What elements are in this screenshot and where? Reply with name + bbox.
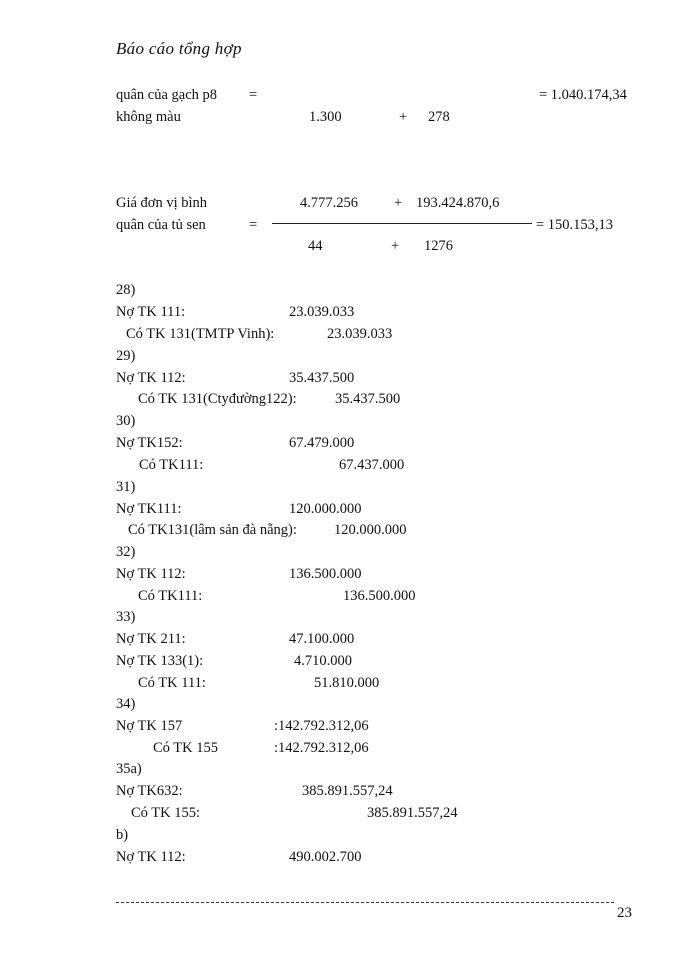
credit-account-label: Có TK131(lâm sản đà nẵng):: [128, 522, 297, 538]
credit-amount: 35.437.500: [335, 391, 401, 407]
entry-number: 33): [116, 609, 136, 625]
formula2-denominator-a: 44: [308, 238, 323, 254]
debit-account-label: Nợ TK111:: [116, 501, 182, 517]
credit-amount: 385.891.557,24: [367, 805, 458, 821]
entry-number: b): [116, 827, 129, 843]
debit-account-label: Nợ TK152:: [116, 435, 183, 451]
entry-number: 35a): [116, 761, 142, 777]
credit-amount: 136.500.000: [343, 588, 416, 604]
page-number: 23: [617, 905, 632, 921]
debit-amount: 490.002.700: [289, 849, 362, 865]
credit-account-label: Có TK 111:: [138, 675, 206, 691]
formula2-numerator-a: 4.777.256: [300, 195, 358, 211]
credit-amount: 67.437.000: [339, 457, 405, 473]
footer-rule: [116, 902, 614, 903]
entry-number: 31): [116, 479, 136, 495]
formula2-equals: =: [249, 217, 258, 233]
formula1-denominator-b: 278: [428, 109, 450, 125]
formula1-plus: +: [399, 109, 408, 125]
debit-amount: 47.100.000: [289, 631, 355, 647]
formula1-denominator-a: 1.300: [309, 109, 342, 125]
credit-amount: :142.792.312,06: [274, 740, 369, 756]
debit-amount: 120.000.000: [289, 501, 362, 517]
debit-account-label: Nợ TK 111:: [116, 304, 186, 320]
credit-account-label: Có TK111:: [138, 588, 203, 604]
formula2-numerator-b: 193.424.870,6: [416, 195, 500, 211]
entry-number: 32): [116, 544, 136, 560]
debit-account-label: Nợ TK 211:: [116, 631, 186, 647]
formula2-label-line2: quân của tủ sen: [116, 217, 206, 233]
debit-account-label: Nợ TK 157: [116, 718, 183, 734]
entry-number: 28): [116, 282, 136, 298]
formula2-plus-top: +: [394, 195, 403, 211]
entry-number: 30): [116, 413, 136, 429]
formula1-result: = 1.040.174,34: [539, 87, 627, 103]
credit-account-label: Có TK111:: [139, 457, 204, 473]
entry-number: 29): [116, 348, 136, 364]
page-header-title: Báo cáo tổng hợp: [116, 39, 242, 58]
debit-account-label: Nợ TK 112:: [116, 849, 186, 865]
debit-amount: 23.039.033: [289, 304, 355, 320]
formula1-label-line1: quân của gạch p8: [116, 87, 218, 103]
credit-amount: 23.039.033: [327, 326, 393, 342]
formula2-label-line1: Giá đơn vị bình: [116, 195, 208, 211]
formula1-label-line2: không màu: [116, 109, 181, 125]
debit-account-label: Nợ TK 112:: [116, 370, 186, 386]
credit-account-label: Có TK 131(Ctyđường122):: [138, 391, 297, 407]
entry-number: 34): [116, 696, 136, 712]
debit-amount: 385.891.557,24: [302, 783, 393, 799]
credit-account-label: Có TK 155: [153, 740, 218, 756]
debit-account-label: Nợ TK632:: [116, 783, 183, 799]
fraction-line: [272, 223, 532, 224]
formula1-equals: =: [249, 87, 258, 103]
formula2-plus-bottom: +: [391, 238, 400, 254]
debit-amount: :142.792.312,06: [274, 718, 369, 734]
debit-amount: 35.437.500: [289, 370, 355, 386]
formula2-denominator-b: 1276: [424, 238, 453, 254]
debit-amount: 67.479.000: [289, 435, 355, 451]
debit-account-label: Nợ TK 112:: [116, 566, 186, 582]
debit-amount: 4.710.000: [294, 653, 352, 669]
credit-account-label: Có TK 155:: [131, 805, 201, 821]
debit-amount: 136.500.000: [289, 566, 362, 582]
formula2-result: = 150.153,13: [536, 217, 614, 233]
credit-amount: 51.810.000: [314, 675, 380, 691]
debit-account-label: Nợ TK 133(1):: [116, 653, 204, 669]
credit-account-label: Có TK 131(TMTP Vinh):: [126, 326, 275, 342]
credit-amount: 120.000.000: [334, 522, 407, 538]
